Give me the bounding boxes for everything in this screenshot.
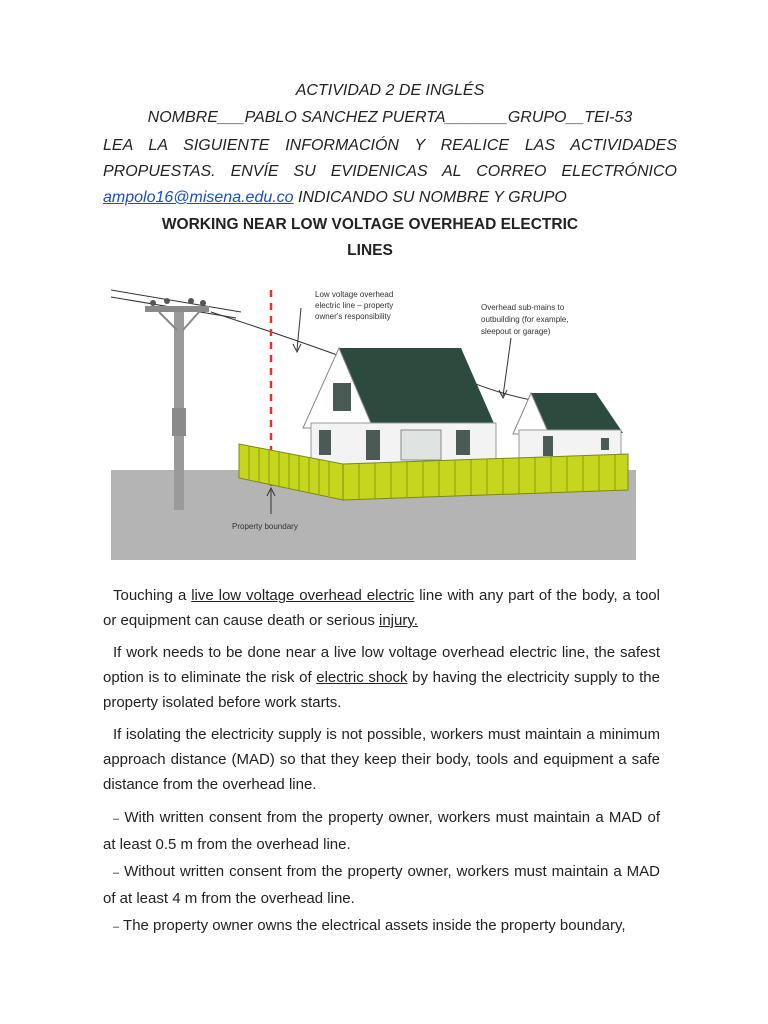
label-lv-line-2: electric line – property xyxy=(315,301,394,310)
label-submains-3: sleepout or garage) xyxy=(481,327,551,336)
overhead-line-illustration xyxy=(111,268,636,560)
link-electric-shock[interactable]: electric shock xyxy=(316,669,408,686)
section-title-line-2: LINES xyxy=(347,242,393,259)
instructions-line-2: PROPUESTAS. ENVÍE SU EVIDENICAS AL CORREO ELECTRÓNICO xyxy=(103,163,677,180)
section-title-line-1: WORKING NEAR LOW VOLTAGE OVERHEAD ELECTRIC xyxy=(161,216,579,233)
instructions-line-3 xyxy=(103,186,677,210)
bullet-no-consent: – Without written consent from the property owner, workers must maintain a MAD of at least 4 m from the overhead line. xyxy=(103,863,661,907)
label-lv-line-3: owner's responsibility xyxy=(315,312,391,321)
paragraph-1: Touching a live low voltage overhead electric line with any part of the body, a tool or equipment can cause death or serious injury. xyxy=(103,587,660,629)
paragraph-3: If isolating the electricity supply is not possible, workers must maintain a minimum approach distance (MAD) so that they keep their body, tools and equipment a safe distance from the overhead line. xyxy=(103,726,660,793)
link-live-lv-line[interactable]: live low voltage overhead electric xyxy=(191,587,415,604)
label-submains-1: Overhead sub-mains to xyxy=(481,303,565,312)
label-property-boundary: Property boundary xyxy=(232,522,298,531)
paragraph-2: If work needs to be done near a live low voltage overhead electric line, the safest option is to eliminate the risk of electric shock by having the electricity supply to the property isolated before work starts. xyxy=(103,644,660,711)
label-submains-2: outbuilding (for example, xyxy=(481,315,569,324)
student-name-line: NOMBRE___PABLO SANCHEZ PUERTA_______GRUPO__TEI-53 xyxy=(147,109,633,126)
activity-title: ACTIVIDAD 2 DE INGLÉS xyxy=(295,82,485,99)
bullet-written-consent: – With written consent from the property owner, workers must maintain a MAD of at least 0.5 m from the overhead line. xyxy=(103,809,660,853)
cross-arm xyxy=(145,306,209,312)
label-lv-line-1: Low voltage overhead xyxy=(315,290,394,299)
email-link[interactable]: ampolo16@misena.edu.co xyxy=(103,189,294,206)
bullet-property-owner: – The property owner owns the electrical assets inside the property boundary, xyxy=(113,917,626,934)
instructions-line-1: LEA LA SIGUIENTE INFORMACIÓN Y REALICE LAS ACTIVIDADES xyxy=(103,137,677,154)
instructions-rest: INDICANDO SU NOMBRE Y GRUPO xyxy=(293,189,567,206)
link-injury[interactable]: injury. xyxy=(379,612,418,629)
